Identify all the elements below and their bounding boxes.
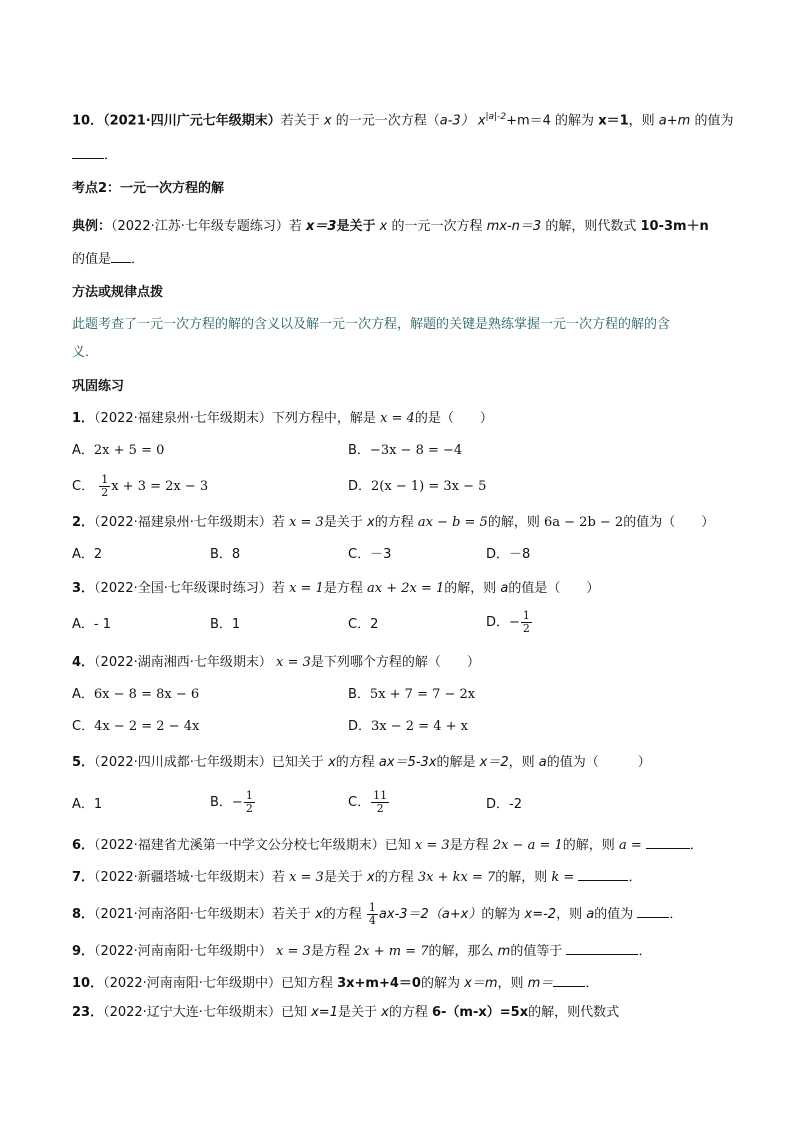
q1-option-b[interactable]: B．−3x − 8 = −4 <box>348 443 463 458</box>
tips-text-line1: 此题考查了一元一次方程的解的含义以及解一元一次方程，解题的关键是熟练掌握一元一次方程的解的含 <box>72 317 671 332</box>
answer-blank[interactable] <box>637 905 669 918</box>
q3-option-c[interactable]: C．2 <box>348 617 379 632</box>
q5-option-a[interactable]: A．1 <box>72 797 103 812</box>
answer-blank[interactable] <box>646 836 690 849</box>
fraction: $\frac{1}{2}$ <box>245 789 253 815</box>
question-2: 2．（2022·福建泉州·七年级期末）若 x = 3是关于 x的方程 ax − b = 5的解，则 6a − 2b − 2的值为（ ） <box>72 515 715 530</box>
fraction: $\frac{11}{2}$ <box>373 789 388 815</box>
question-10-bottom: 10．（2022·河南南阳·七年级期中）已知方程 3x+m+4＝0的解为 x＝m，则 m＝ ． <box>72 976 599 991</box>
fraction: $\frac{1}{4}$ <box>368 901 376 927</box>
example-question-line2: 的值是 ． <box>72 252 145 267</box>
key-point-title: 考点2：一元一次方程的解 <box>72 181 225 196</box>
answer-blank[interactable] <box>566 942 638 955</box>
q2-option-a[interactable]: A．2 <box>72 547 103 562</box>
q3-option-b[interactable]: B．1 <box>210 617 241 632</box>
q2-option-c[interactable]: C．－3 <box>348 547 392 562</box>
tips-text-line2: 义． <box>72 345 99 360</box>
q4-option-c[interactable]: C．4x − 2 = 2 − 4x <box>72 719 200 734</box>
question-10-top: 10．（2021·四川广元七年级期末）若关于 x 的一元一次方程（a-3） $x^{|a|-2}+m=4$ 的解为 x＝1，则 a+m 的值为 <box>72 112 734 129</box>
practice-title: 巩固练习 <box>72 379 125 394</box>
question-23: 23．（2022·辽宁大连·七年级期末）已知 x=1是关于 x的方程 6-（m-x）=5x的解，则代数式 <box>72 1005 620 1020</box>
question-6: 6．（2022·福建省尤溪第一中学文公分校七年级期末）已知 x = 3是方程 2x − a = 1的解，则 a = ． <box>72 838 703 853</box>
answer-blank[interactable] <box>578 868 628 881</box>
q5-option-b[interactable]: B．− $\frac{1}{2}$ <box>210 789 253 815</box>
q1-option-a[interactable]: A．2x + 5 = 0 <box>72 443 165 458</box>
answer-blank <box>72 146 104 159</box>
question-8: 8．（2021·河南洛阳·七年级期末）若关于 x的方程 $\frac{1}{4}$ ax-3＝2（a+x）的解为 x=-2，则 a的值为 ． <box>72 901 683 927</box>
q4-option-b[interactable]: B．5x + 7 = 7 − 2x <box>348 687 476 702</box>
q2-option-d[interactable]: D．－8 <box>486 547 531 562</box>
tips-title: 方法或规律点拨 <box>72 285 164 300</box>
question-9: 9．（2022·河南南阳·七年级期中） x = 3是方程 2x + m = 7的解，那么 m的值等于 ． <box>72 944 652 959</box>
q2-option-b[interactable]: B．8 <box>210 547 241 562</box>
question-1: 1．（2022·福建泉州·七年级期末）下列方程中，解是 x = 4的是（ ） <box>72 411 493 426</box>
q1-option-d[interactable]: D．2(x − 1) = 3x − 5 <box>348 479 487 494</box>
q5-option-d[interactable]: D．-2 <box>486 797 522 812</box>
answer-blank <box>111 250 131 263</box>
fraction: $\frac{1}{2}$ <box>101 473 109 499</box>
q1-option-c[interactable]: C． $\frac{1}{2}$ x + 3 = 2x − 3 <box>72 473 209 499</box>
answer-blank[interactable] <box>553 974 585 987</box>
q5-option-c[interactable]: C． $\frac{11}{2}$ <box>348 789 388 815</box>
question-10-top-answer: ． <box>72 146 117 165</box>
example-question: 典例：（2022·江苏·七年级专题练习）若 x＝3是关于 x 的一元一次方程 mx-n＝3 的解，则代数式 10-3m＋n <box>72 219 709 234</box>
question-5: 5．（2022·四川成都·七年级期末）已知关于 x的方程 ax＝5-3x的解是 x＝2，则 a的值为（ ） <box>72 755 651 770</box>
q4-option-a[interactable]: A．6x − 8 = 8x − 6 <box>72 687 200 702</box>
q3-option-a[interactable]: A．- 1 <box>72 617 112 632</box>
question-3: 3．（2022·全国·七年级课时练习）若 x = 1是方程 ax + 2x = 1的解，则 a的值是（ ） <box>72 581 600 596</box>
q3-option-d[interactable]: D．− $\frac{1}{2}$ <box>486 609 530 635</box>
question-7: 7．（2022·新疆塔城·七年级期末）若 x = 3是关于 x的方程 3x + kx = 7的解，则 k = ． <box>72 870 642 885</box>
fraction: $\frac{1}{2}$ <box>522 609 530 635</box>
q4-option-d[interactable]: D．3x − 2 = 4 + x <box>348 719 468 734</box>
question-4: 4．（2022·湖南湘西·七年级期末） x = 3是下列哪个方程的解（ ） <box>72 655 480 670</box>
